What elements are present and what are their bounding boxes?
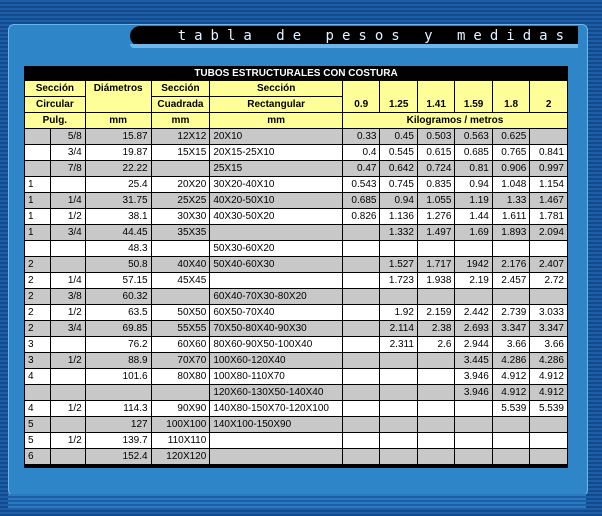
cell-diam: 69.85 [85,321,151,337]
cell-weight: 0.47 [342,161,379,177]
cell-weight [455,289,492,305]
cell-weight: 0.94 [380,193,417,209]
cell-rect: 50X40-60X30 [210,257,343,273]
cell-weight [342,417,379,433]
header-row-1 [25,81,568,97]
hdr-thickness-0: 0.9 [342,81,379,113]
cell-rect: 40X20-50X10 [210,193,343,209]
cell-pulg-a: 1 [25,225,51,241]
cell-weight [417,385,454,401]
cell-weight: 0.685 [342,193,379,209]
cell-weight: 1.44 [455,209,492,225]
cell-weight: 3.66 [530,337,568,353]
cell-diam: 48.3 [85,241,151,257]
cell-weight: 2.094 [530,225,568,241]
hdr-seccion-rect-2: Rectangular [210,97,343,113]
cell-pulg-b: 3/4 [51,145,85,161]
table-row [25,353,568,369]
table-row [25,449,568,465]
cell-weight: 2.176 [492,257,529,273]
cell-weight: 0.4 [342,145,379,161]
cell-diam: 114.3 [85,401,151,417]
cell-weight: 2.457 [492,273,529,289]
table-row [25,369,568,385]
bottom-bar [8,494,586,510]
cell-weight: 1942 [455,257,492,273]
cell-rect [210,273,343,289]
cell-weight [492,241,529,257]
cell-weight: 5.539 [492,401,529,417]
cell-rect: 140X100-150X90 [210,417,343,433]
cell-weight [455,449,492,465]
cell-weight: 1.33 [492,193,529,209]
cell-weight: 2.407 [530,257,568,273]
cell-cuad: 110X110 [151,433,210,449]
cell-weight: 1.19 [455,193,492,209]
cell-weight: 2.159 [417,305,454,321]
cell-pulg-b [51,257,85,273]
cell-cuad [151,241,210,257]
cell-weight: 1.893 [492,225,529,241]
cell-weight: 2.6 [417,337,454,353]
cell-cuad: 80X80 [151,369,210,385]
cell-rect: 25X15 [210,161,343,177]
cell-weight [380,401,417,417]
cell-pulg-b: 1/2 [51,209,85,225]
hdr-thickness-5: 2 [530,81,568,113]
table-row [25,177,568,193]
table-body [25,129,568,465]
cell-pulg-b [51,369,85,385]
cell-weight [492,417,529,433]
cell-weight [492,289,529,305]
cell-weight: 4.912 [492,385,529,401]
cell-diam: 60.32 [85,289,151,305]
cell-cuad: 40X40 [151,257,210,273]
cell-weight [342,273,379,289]
cell-weight: 3.946 [455,385,492,401]
cell-weight: 3.347 [492,321,529,337]
cell-weight: 0.841 [530,145,568,161]
table-row [25,209,568,225]
cell-rect: 30X20-40X10 [210,177,343,193]
cell-weight: 3.347 [530,321,568,337]
table-row [25,241,568,257]
cell-diam: 127 [85,417,151,433]
table-row [25,433,568,449]
cell-weight [455,401,492,417]
cell-weight: 0.545 [380,145,417,161]
table-row [25,161,568,177]
cell-weight: 0.563 [455,129,492,145]
cell-weight [342,241,379,257]
cell-diam: 44.45 [85,225,151,241]
cell-weight: 0.745 [380,177,417,193]
cell-weight: 2.442 [455,305,492,321]
cell-pulg-b: 7/8 [51,161,85,177]
cell-rect [210,433,343,449]
cell-cuad [151,385,210,401]
cell-pulg-b: 1/2 [51,305,85,321]
cell-cuad: 100X100 [151,417,210,433]
cell-rect: 20X10 [210,129,343,145]
cell-weight: 0.543 [342,177,379,193]
cell-weight: 0.615 [417,145,454,161]
cell-pulg-a: 2 [25,273,51,289]
table-row [25,129,568,145]
cell-pulg-a: 2 [25,321,51,337]
table-row [25,193,568,209]
cell-weight: 1.723 [380,273,417,289]
cell-cuad: 55X55 [151,321,210,337]
cell-pulg-b: 3/4 [51,321,85,337]
cell-weight: 2.944 [455,337,492,353]
cell-pulg-a: 2 [25,289,51,305]
cell-rect [210,449,343,465]
cell-rect: 100X80-110X70 [210,369,343,385]
cell-weight [530,417,568,433]
cell-weight: 1.69 [455,225,492,241]
cell-weight [530,289,568,305]
cell-diam: 63.5 [85,305,151,321]
cell-weight: 0.503 [417,129,454,145]
cell-weight: 0.765 [492,145,529,161]
table-row [25,385,568,401]
cell-cuad: 50X50 [151,305,210,321]
cell-weight: 3.66 [492,337,529,353]
cell-weight [342,257,379,273]
cell-weight: 0.33 [342,129,379,145]
cell-diam: 50.8 [85,257,151,273]
cell-pulg-a [25,241,51,257]
cell-weight: 2.114 [380,321,417,337]
cell-weight: 1.332 [380,225,417,241]
cell-weight: 1.938 [417,273,454,289]
cell-weight [492,433,529,449]
hdr-mm-diametro: mm [85,113,151,129]
cell-weight: 3.445 [455,353,492,369]
weights-table [24,66,568,465]
cell-pulg-b: 5/8 [51,129,85,145]
cell-rect: 120X60-130X50-140X40 [210,385,343,401]
cell-weight [380,433,417,449]
cell-pulg-b [51,449,85,465]
cell-weight: 0.997 [530,161,568,177]
cell-diam: 101.6 [85,369,151,385]
cell-weight: 1.497 [417,225,454,241]
cell-pulg-b [51,241,85,257]
cell-cuad: 25X25 [151,193,210,209]
cell-weight: 0.45 [380,129,417,145]
cell-weight [342,289,379,305]
cell-rect: 100X60-120X40 [210,353,343,369]
cell-diam: 88.9 [85,353,151,369]
cell-weight: 0.625 [492,129,529,145]
cell-weight: 4.912 [492,369,529,385]
cell-weight [342,225,379,241]
cell-weight: 1.276 [417,209,454,225]
table-row [25,145,568,161]
hdr-kilogramos: Kilogramos / metros [342,113,567,129]
cell-weight: 1.781 [530,209,568,225]
cell-rect [210,225,343,241]
table-row [25,225,568,241]
cell-rect: 60X40-70X30-80X20 [210,289,343,305]
cell-weight: 0.642 [380,161,417,177]
cell-weight [380,449,417,465]
page-title: tabla de pesos y medidas [130,26,578,46]
cell-pulg-b: 3/4 [51,225,85,241]
cell-diam: 25.4 [85,177,151,193]
table-row [25,273,568,289]
cell-cuad [151,289,210,305]
cell-weight [380,289,417,305]
cell-weight [417,417,454,433]
table-caption: TUBOS ESTRUCTURALES CON COSTURA [25,67,568,81]
title-underline [130,44,578,48]
cell-pulg-b: 1/2 [51,433,85,449]
cell-weight [530,241,568,257]
cell-weight [380,369,417,385]
hdr-pulg: Pulg. [25,113,86,129]
hdr-mm-rect: mm [210,113,343,129]
cell-weight [342,305,379,321]
hdr-seccion-circular-2: Circular [25,97,86,113]
cell-rect: 20X15-25X10 [210,145,343,161]
cell-weight [530,433,568,449]
cell-cuad: 60X60 [151,337,210,353]
cell-weight [342,321,379,337]
cell-weight [342,353,379,369]
cell-weight [417,449,454,465]
cell-weight: 1.154 [530,177,568,193]
cell-rect: 140X80-150X70-120X100 [210,401,343,417]
header-row-3 [25,113,568,129]
cell-diam: 57.15 [85,273,151,289]
cell-cuad: 120X120 [151,449,210,465]
cell-pulg-a: 5 [25,433,51,449]
cell-rect: 80X60-90X50-100X40 [210,337,343,353]
cell-weight: 1.611 [492,209,529,225]
cell-pulg-a: 2 [25,305,51,321]
cell-pulg-a: 3 [25,337,51,353]
hdr-seccion-circular-1: Sección [25,81,86,97]
cell-cuad: 45X45 [151,273,210,289]
cell-weight: 1.467 [530,193,568,209]
cell-weight [492,449,529,465]
cell-pulg-a: 2 [25,257,51,273]
cell-weight [417,401,454,417]
cell-pulg-a: 6 [25,449,51,465]
cell-diam: 139.7 [85,433,151,449]
cell-weight [417,289,454,305]
cell-weight: 2.38 [417,321,454,337]
cell-rect: 60X50-70X40 [210,305,343,321]
cell-pulg-a [25,129,51,145]
cell-weight: 0.724 [417,161,454,177]
cell-pulg-b [51,177,85,193]
cell-weight [417,433,454,449]
table-row [25,401,568,417]
cell-diam: 152.4 [85,449,151,465]
hdr-thickness-3: 1.59 [455,81,492,113]
cell-weight [342,385,379,401]
table-row [25,289,568,305]
cell-weight: 1.055 [417,193,454,209]
cell-pulg-a: 1 [25,193,51,209]
cell-cuad: 90X90 [151,401,210,417]
cell-diam: 38.1 [85,209,151,225]
cell-weight: 1.527 [380,257,417,273]
hdr-thickness-1: 1.25 [380,81,417,113]
cell-weight: 2.693 [455,321,492,337]
cell-weight [342,369,379,385]
cell-pulg-b: 3/8 [51,289,85,305]
cell-diam: 31.75 [85,193,151,209]
hdr-thickness-2: 1.41 [417,81,454,113]
cell-rect: 50X30-60X20 [210,241,343,257]
hdr-seccion-cuadrada-1: Sección [151,81,210,97]
cell-rect: 70X50-80X40-90X30 [210,321,343,337]
cell-weight [417,353,454,369]
cell-weight: 2.19 [455,273,492,289]
cell-weight: 1.717 [417,257,454,273]
cell-weight [455,433,492,449]
cell-pulg-a: 1 [25,209,51,225]
cell-weight: 0.826 [342,209,379,225]
hdr-diametros: Diámetros [85,81,151,113]
table-row [25,321,568,337]
cell-weight [342,337,379,353]
cell-weight: 2.739 [492,305,529,321]
cell-rect: 40X30-50X20 [210,209,343,225]
cell-pulg-b [51,417,85,433]
table-row [25,417,568,433]
cell-weight [342,433,379,449]
cell-pulg-a: 5 [25,417,51,433]
cell-weight: 1.92 [380,305,417,321]
cell-weight: 2.311 [380,337,417,353]
cell-weight: 0.906 [492,161,529,177]
cell-diam [85,385,151,401]
cell-weight: 0.81 [455,161,492,177]
cell-weight: 1.048 [492,177,529,193]
cell-pulg-b: 1/4 [51,273,85,289]
cell-pulg-b: 1/2 [51,353,85,369]
cell-weight: 4.912 [530,369,568,385]
cell-pulg-a [25,385,51,401]
cell-weight [380,241,417,257]
cell-weight: 2.72 [530,273,568,289]
cell-cuad: 30X30 [151,209,210,225]
cell-diam: 22.22 [85,161,151,177]
cell-pulg-a: 1 [25,177,51,193]
cell-weight [417,241,454,257]
cell-pulg-b [51,337,85,353]
cell-diam: 15.87 [85,129,151,145]
cell-cuad: 35X35 [151,225,210,241]
cell-weight [417,369,454,385]
cell-pulg-a: 4 [25,369,51,385]
cell-weight [530,449,568,465]
cell-pulg-b [51,385,85,401]
cell-pulg-a [25,161,51,177]
table-row [25,305,568,321]
hdr-mm-cuadrada: mm [151,113,210,129]
cell-pulg-a: 4 [25,401,51,417]
cell-diam: 76.2 [85,337,151,353]
cell-pulg-a [25,145,51,161]
cell-weight: 4.912 [530,385,568,401]
cell-weight [380,417,417,433]
cell-weight [455,241,492,257]
cell-cuad: 12X12 [151,129,210,145]
cell-weight: 4.286 [530,353,568,369]
hdr-thickness-4: 1.8 [492,81,529,113]
table-caption-row [25,67,568,81]
cell-cuad: 20X20 [151,177,210,193]
cell-weight: 0.835 [417,177,454,193]
cell-cuad [151,161,210,177]
table-row [25,337,568,353]
hdr-seccion-cuadrada-2: Cuadrada [151,97,210,113]
cell-weight: 0.94 [455,177,492,193]
cell-weight [380,353,417,369]
cell-diam: 19.87 [85,145,151,161]
table-row [25,257,568,273]
cell-weight [530,129,568,145]
cell-cuad: 15X15 [151,145,210,161]
cell-weight [342,449,379,465]
cell-pulg-b: 1/4 [51,193,85,209]
cell-weight: 1.136 [380,209,417,225]
cell-weight: 4.286 [492,353,529,369]
cell-weight: 3.033 [530,305,568,321]
cell-weight: 5.539 [530,401,568,417]
cell-weight [342,401,379,417]
cell-cuad: 70X70 [151,353,210,369]
hdr-seccion-rect-1: Sección [210,81,343,97]
cell-weight [380,385,417,401]
cell-pulg-a: 3 [25,353,51,369]
cell-weight: 3.946 [455,369,492,385]
cell-pulg-b: 1/2 [51,401,85,417]
cell-weight [455,417,492,433]
cell-weight: 0.685 [455,145,492,161]
